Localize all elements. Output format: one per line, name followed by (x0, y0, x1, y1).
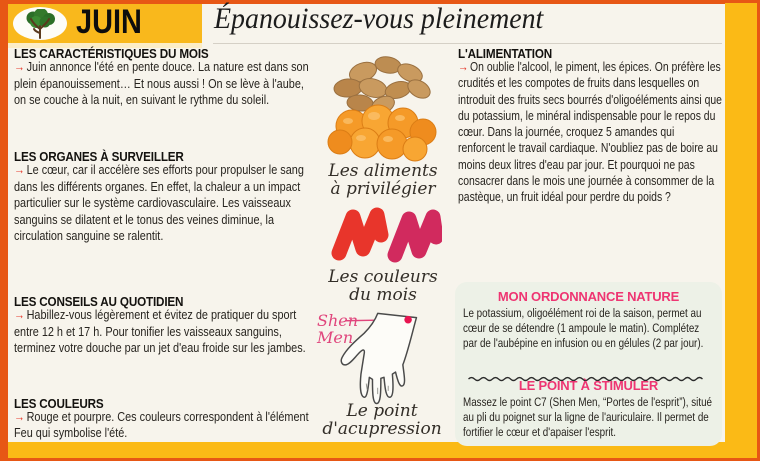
acupoint-label-line1: Shen (317, 311, 359, 330)
arrow-icon: → (458, 60, 469, 74)
section-text: Habillez-vous légèrement et évitez de pratiquer du sport entre 12 h et 17 h. Pour tonifier les vaisseaux sanguins, terminez votre douche par un jet d'eau froide sur les jambes. (14, 307, 306, 355)
section-heading-organes: LES ORGANES À SURVEILLER (14, 149, 184, 164)
arrow-icon: → (14, 59, 25, 74)
acupoint-dot (404, 316, 412, 324)
section-body-alimentation (458, 59, 722, 206)
point-heading: LE POINT À STIMULER (518, 378, 659, 393)
arrow-icon: → (14, 307, 25, 322)
page-title: Épanouissez-vous pleinement (214, 2, 544, 35)
section-body-conseils (14, 307, 314, 357)
section-body-caracteristiques (14, 59, 314, 109)
acupoint-caption-line2: d'acupression (322, 419, 442, 439)
acupoint-label (317, 312, 358, 346)
section-heading-alimentation: L'ALIMENTATION (458, 46, 553, 61)
acupoint-caption-line1: Le point (346, 401, 418, 421)
section-text: Rouge et pourpre. Ces couleurs correspondent à l'élément Feu qui symbolise l'été. (14, 409, 309, 440)
title-underline (213, 43, 722, 44)
section-body-couleurs (14, 409, 314, 441)
ordonnance-body: Le potassium, oligoélément roi de la saison, permet au cœur de se détendre (1 ampoule le matin). Complétez par de l'aubépine en infusion ou en gélules (2 par jour). (463, 306, 704, 350)
acupoint-caption (318, 402, 446, 438)
section-body-organes (14, 162, 314, 245)
colors-caption (320, 268, 446, 304)
section-text: Le cœur, car il accélère ses efforts pour propulser le sang dans les différents organes. En effet, la chaleur a un impact particulier sur le système cardiovasculaire. Les vaisseaux sanguins se dilatent et le tonus des veines diminue, la circulation sanguine se ralentit. (14, 162, 304, 243)
food-caption (320, 162, 446, 198)
colors-caption-line2: du mois (349, 285, 417, 305)
colors-caption-line1: Les couleurs (328, 267, 438, 287)
section-text: On oublie l'alcool, le piment, les épices. On préfère les crudités et les compotes de fruits dans lesquelles on introduit des fruits secs bourrés d'oligoéléments ainsi que du potassium, le minéral indispensable pour le repos du cœur. Dans la journée, croquez 5 amandes qui renforcent le travail cardiaque. N'oubliez pas de boire au moins deux litres d'eau par jour. Et pourquoi ne pas consacrer dans le mois une journée à consommer de la pastèque, un fruit idéal pour perdre du poids ? (458, 60, 722, 205)
swatch-pourpre (395, 217, 436, 255)
section-heading-couleurs: LES COULEURS (14, 396, 104, 411)
food-caption-line1: Les aliments (328, 161, 438, 181)
nature-box (455, 282, 722, 446)
right-yellow-band (725, 3, 757, 458)
section-text: Juin annonce l'été en pente douce. La nature est dans son plein épanouissement… Et nous aussi ! On se lève à l'aube, on se couche à la nuit, en suivant le rythme du soleil. (14, 59, 309, 107)
swatch-red (339, 215, 381, 253)
tree-icon (18, 9, 62, 39)
arrow-icon: → (14, 409, 25, 424)
acupoint-label-line2: Men (317, 328, 354, 347)
ordonnance-heading: MON ORDONNANCE NATURE (497, 289, 680, 304)
arrow-icon: → (14, 162, 25, 177)
month-label: JUIN (76, 3, 142, 41)
section-heading-caracteristiques: LES CARACTÉRISTIQUES DU MOIS (14, 46, 209, 61)
color-swatches-image (327, 203, 442, 265)
food-caption-line2: à privilégier (330, 179, 436, 199)
almonds-apricots-image (316, 50, 448, 162)
wavy-divider (455, 369, 722, 375)
section-heading-conseils: LES CONSEILS AU QUOTIDIEN (14, 294, 184, 309)
tree-logo-oval (13, 7, 67, 40)
point-body: Massez le point C7 (Shen Men, “Portes de l'esprit”), situé au pli du poignet sur la ligne de l'auriculaire. Il permet de fortifier le cœur et d'apaiser l'esprit. (463, 395, 713, 439)
